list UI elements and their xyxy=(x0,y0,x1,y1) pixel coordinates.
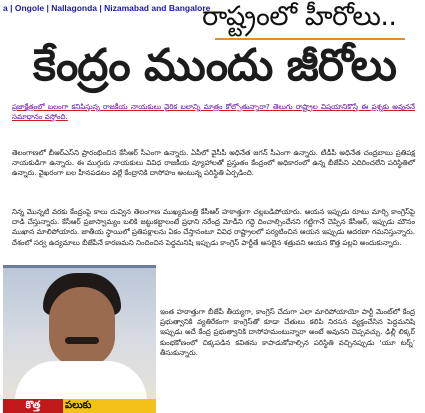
photo-mustache xyxy=(65,337,99,344)
body-paragraph-1: తెలంగాణలో బీఆర్ఎస్‌ని ప్రారంభించిన కేసీఆర్ సీఎంగా ఉన్నారు. ఏపీలో వైసీపీ అధినేత జగన్ సీఎంగా ఉన్నారు. టీడీపీ అధినేత చంద్రబాబు ప్రతిపక్ష నాయకుడిగా ఉన్నారు. ఈ ముగ్గురు నాయకులు వివిధ రాజకీయ వ్యూహాలతో ప్రస్తుతం కేంద్రంలో అధికారంలో ఉన్న బీజేపీని ఎదిరించలేని పరిస్థితిలో ఉన్నారు. వైఖరంగా బల హీనపడటం వల్లే కేంద్రానికి దాసోహం అంటున్న పరిస్థితి ఏర్పడింది. xyxy=(12,148,415,178)
main-headline: కేంద్రం ముందు జీరోలు xyxy=(33,40,397,91)
lede-paragraph: ప్రజాక్షేత్రంలో బలంగా కనిపిస్తున్న రాజకీయ నాయకులు వైరిక బలాన్ని మాత్రం కోల్పోతున్నారా? తెలుగు రాష్ట్రాల విషయానికొస్తే ఈ ప్రశ్నకు అవుననే సమాధానం వస్తోంది. xyxy=(12,102,415,122)
column-badge xyxy=(3,399,156,413)
photo-face xyxy=(49,287,115,367)
author-photo xyxy=(3,265,156,400)
body-paragraph-2: నిన్న మొన్నటి వరకు కేంద్రంపై కాలు దువ్విన తెలంగాణ ముఖ్యమంత్రి కేసీఆర్ హఠాత్తుగా చల్లబడిపోయారు. ఆయన ఇప్పుడు రూటు మార్చి కాంగ్రెస్‌పై దాడి చేస్తున్నారు. కేసీఆర్ ప్రజాస్వామ్యం బలికి జట్టుకట్టాలంటే ప్రధాని నరేంద్ర మోడీని గద్దె దించాల్సిందేనని గట్టిగానే చెప్పిన కేసీఆర్, ఇప్పుడు మౌనం ముఖాన మాలిపోయారు. జాతీయ స్థాయిలో ప్రతిపక్షాలను ఏకం చేస్తానంటూ వివిధ రాష్ట్రాలలో పర్యటించిన ఆయన ఇప్పుడు ఆదరణా గమనిస్తున్నారు. దేశంలో సర్వ ఉద్యమాలు బీజేపీనే కారణమని నిందించిన పెద్దమనిషి ఇప్పుడు కాంగ్రెస్ పార్టీతే అసలైన శత్రువని ఆయన కొత్త పల్లవి అందుకున్నారు. xyxy=(12,207,415,247)
body-paragraph-3: ఇంత హఠాత్తుగా బీజేపీ తీయ్యగా, కాంగ్రెస్ చేదుగా ఎలా మారిపోయాయో పార్టీ మెంట్‌లో కేంద్ర ప్రభుత్వానికి వ్యతిరేకంగా కాంగ్రెస్‌తో కూడా చేతులు కలిపి నిరసన వ్యక్తంచేసిన పెద్దమనిషి ఇప్పుడు అదే కేంద్ర ప్రభుత్వానికి దాసోహమంటున్నారా అంటే అవునని చెప్పవచ్చు. ఢిల్లీ లిక్కర్ కుంభకోణంలో చిక్కపడిన కవితను కాపాడుకోవాల్సిన పరిస్థితి వచ్చినప్పుడు ‘యూ టర్న్’ తీసుకున్నారు. xyxy=(160,307,415,357)
photo-shirt xyxy=(15,361,147,400)
edition-text: a | Ongole | Nallagonda | Nizamabad and Bangalore xyxy=(3,3,211,13)
column-badge-right: పలుకు xyxy=(65,400,92,411)
kicker-headline: రాష్ట్రంలో హీరోలు.. xyxy=(202,1,397,32)
column-badge-left: కొత్త xyxy=(3,399,63,413)
photo-top-strip xyxy=(3,265,156,268)
